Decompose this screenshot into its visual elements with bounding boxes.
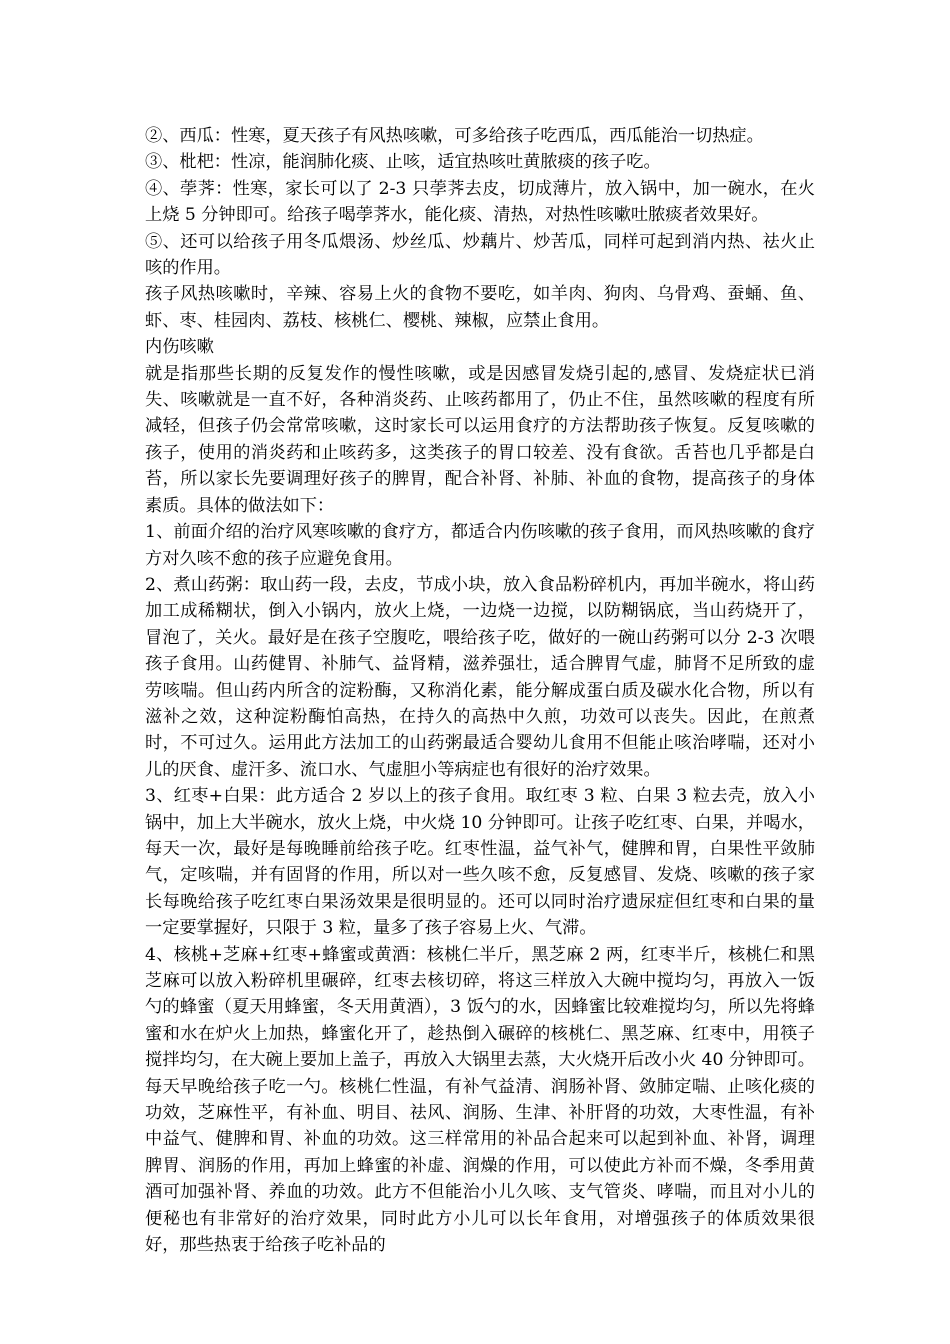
- paragraph-foods-to-avoid: 孩子风热咳嗽时，辛辣、容易上火的食物不要吃，如羊肉、狗肉、乌骨鸡、蚕蛹、鱼、虾、枣、桂园肉、荔枝、核桃仁、樱桃、辣椒，应禁止食用。: [145, 284, 815, 331]
- paragraph-method-4-walnut-sesame: 4、核桃+芝麻+红枣+蜂蜜或黄酒：核桃仁半斤，黑芝麻 2 两，红枣半斤，核桃仁和黑芝麻可以放入粉碎机里碾碎，红枣去核切碎，将这三样放入大碗中搅均匀，再放入一饭勺的蜂蜜（夏天用蜂蜜，冬天用黄酒），3 饭勺的水，因蜂蜜比较难搅均匀，所以先将蜂蜜和水在炉火上加热，蜂蜜化开了，趁热倒入碾碎的核桃仁、黑芝麻、红枣中，用筷子搅拌均匀，在大碗上要加上盖子，再放入大锅里去蒸，大火烧开后改小火 40 分钟即可。每天早晚给孩子吃一勺。核桃仁性温，有补气益清、润肠补肾、敛肺定喘、止咳化痰的功效，芝麻性平，有补血、明目、祛风、润肠、生津、补肝肾的功效，大枣性温，有补中益气、健脾和胃、补血的功效。这三样常用的补品合起来可以起到补血、补肾，调理脾胃、润肠的作用，再加上蜂蜜的补虚、润燥的作用，可以使此方补而不燥，冬季用黄酒可加强补肾、养血的功效。此方不但能治小儿久咳、支气管炎、哮喘，而且对小儿的便秘也有非常好的治疗效果，同时此方小儿可以长年食用，对增强孩子的体质效果很好，那些热衷于给孩子吃补品的: [145, 944, 815, 1256]
- paragraph-other-vegetables: ⑤、还可以给孩子用冬瓜煨汤、炒丝瓜、炒藕片、炒苦瓜，同样可起到消内热、祛火止咳的作用。: [145, 231, 815, 279]
- paragraph-method-3-jujube-ginkgo: 3、红枣+白果：此方适合 2 岁以上的孩子食用。取红枣 3 粒、白果 3 粒去壳，放入小锅中，加上大半碗水，放火上烧，中火烧 10 分钟即可。让孩子吃红枣、白果，并喝水，每天一次，最好是每晚睡前给孩子吃。红枣性温，益气补气，健脾和胃，白果性平敛肺气，定咳喘，并有固肾的作用，所以对一些久咳不愈，反复感冒、发烧、咳嗽的孩子家长每晚给孩子吃红枣白果汤效果是很明显的。还可以同时治疗遗尿症但红枣和白果的量一定要掌握好，只限于 3 粒，量多了孩子容易上火、气滞。: [145, 786, 815, 939]
- paragraph-method-2-yam-porridge: 2、煮山药粥：取山药一段，去皮，节成小块，放入食品粉碎机内，再加半碗水，将山药加工成稀糊状，倒入小锅内，放火上烧，一边烧一边搅，以防糊锅底，当山药烧开了，冒泡了，关火。最好是在孩子空腹吃，喂给孩子吃，做好的一碗山药粥可以分 2-3 次喂孩子食用。山药健胃、补肺气、益肾精，滋养强壮，适合脾胃气虚，肺肾不足所致的虚劳咳喘。但山药内所含的淀粉酶，又称消化素，能分解成蛋白质及碳水化合物，所以有滋补之效，这种淀粉酶怕高热，在持久的高热中久煎，功效可以丧失。因此，在煎煮时，不可过久。运用此方法加工的山药粥最适合婴幼儿食用不但能止咳治哮喘，还对小儿的厌食、虚汗多、流口水、气虚胆小等病症也有很好的治疗效果。: [145, 574, 815, 780]
- paragraph-watermelon: ②、西瓜：性寒，夏天孩子有风热咳嗽，可多给孩子吃西瓜，西瓜能治一切热症。: [145, 126, 764, 146]
- paragraph-method-1: 1、前面介绍的治疗风寒咳嗽的食疗方，都适合内伤咳嗽的孩子食用，而风热咳嗽的食疗方对久咳不愈的孩子应避免食用。: [145, 522, 815, 569]
- paragraph-loquat: ③、枇杷：性凉，能润肺化痰、止咳，适宜热咳吐黄脓痰的孩子吃。: [145, 152, 661, 173]
- document-body: [145, 123, 815, 1258]
- paragraph-internal-cough-intro: 就是指那些长期的反复发作的慢性咳嗽，或是因感冒发烧引起的,感冒、发烧症状已消失、咳嗽就是一直不好，各种消炎药、止咳药都用了，仍止不住，虽然咳嗽的程度有所减轻，但孩子仍会常常咳嗽，这时家长可以运用食疗的方法帮助孩子恢复。反复咳嗽的孩子，使用的消炎药和止咳药多，这类孩子的胃口较差、没有食欲。舌苔也几乎都是白苔，所以家长先要调理好孩子的脾胃，配合补肾、补肺、补血的食物，提高孩子的身体素质。具体的做法如下：: [145, 363, 815, 516]
- paragraph-water-chestnut: ④、荸荠：性寒，家长可以了 2-3 只荸荠去皮，切成薄片，放入锅中，加一碗水，在火上烧 5 分钟即可。给孩子喝荸荠水，能化痰、清热，对热性咳嗽吐脓痰者效果好。: [145, 178, 815, 226]
- section-heading-internal-cough: 内伤咳嗽: [145, 337, 214, 358]
